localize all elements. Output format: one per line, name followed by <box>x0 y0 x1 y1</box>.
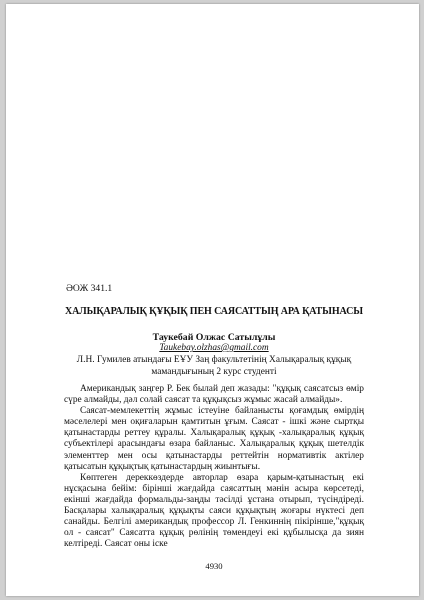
author-affiliation: Л.Н. Гумилев атындағы ЕҰУ Заң факультетінің Халықаралық құқық мамандығының 2 курс студенті <box>76 355 352 377</box>
document-page <box>6 4 419 596</box>
body-paragraph: Американдық заңгер Р. Бек былай деп жазады: "құқық саясатсыз өмір сүре алмайды, дәл солай саясат та құқықсыз жұмыс жасай алмайды». <box>64 384 364 406</box>
body-paragraph: Саясат-мемлекеттің жұмыс істеуіне байланысты қоғамдық өмірдің мәселелері мен оқиғаларын қамтитын ұғым. Саясат - ішкі және сыртқы қатынастарды реттеу құралы. Халықаралық құқық -халықаралық құқық субъектілері арасындағы өзара байланыс. Халықаралық құқық шетелдік элементтер мен осы қатынастарды реттейтін нормативтік актілер қатысатын құқықтық қатынастардың жиынтығы. <box>64 406 364 472</box>
author-email[interactable]: Taukebay.olzhas@gmail.com <box>159 343 269 353</box>
page-number: 4930 <box>205 561 223 571</box>
article-body <box>64 384 364 550</box>
article-title: ХАЛЫҚАРАЛЫҚ ҚҰҚЫҚ ПЕН САЯСАТТЫҢ АРА ҚАТЫНАСЫ <box>65 306 363 317</box>
author-name: Таукебай Олжас Сатылұлы <box>152 332 276 343</box>
body-paragraph: Көптеген дереккөздерде авторлар өзара қарым-қатынастың екі нұсқасына бейім: бірінші жағдайда саясаттың мәнін асыра көрсетеді, екінші жағдайда формальды-заңды тәсілді ұстана отырып, түсіндіреді. Басқалары халықаралық құқықты саяси құқықтың жоғары нүктесі деп санайды. Белгілі американдық профессор Л. Генкиннің пікірінше,"құқық ол - саясат" Саясатта құқық рөлінің төмендеуі екі құбылысқа да зиян келтіреді. Саясат оны іске <box>64 472 364 550</box>
udc-code: ӘОЖ 341.1 <box>66 283 113 294</box>
